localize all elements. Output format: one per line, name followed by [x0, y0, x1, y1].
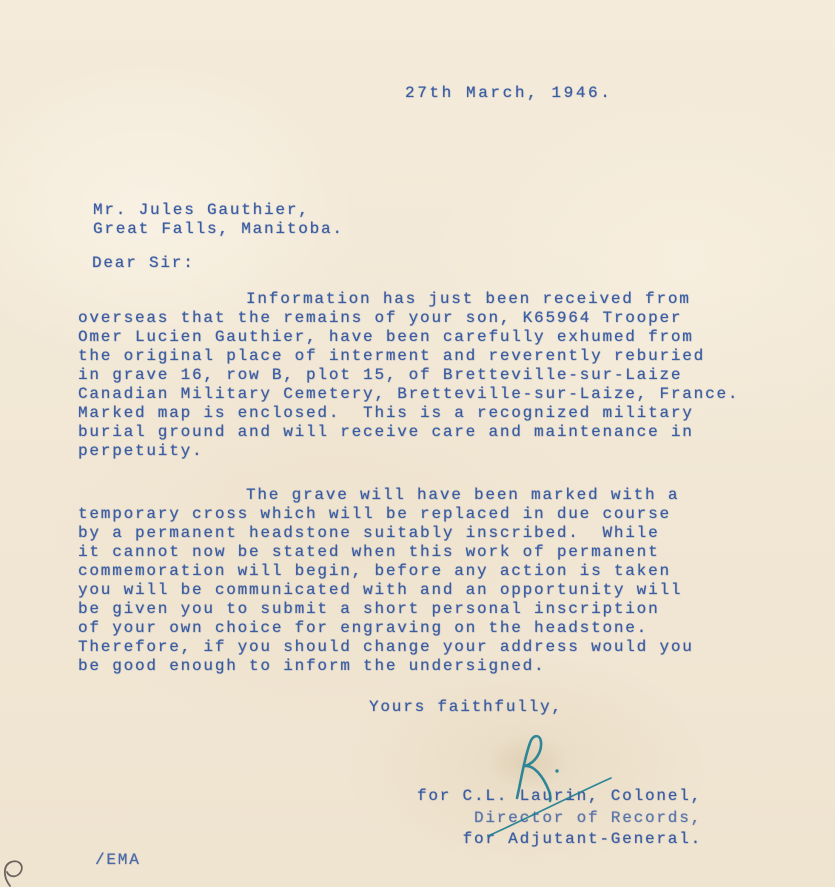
letter-line: by a permanent headstone suitably inscribed. While [78, 524, 660, 542]
letter-line: perpetuity. [78, 442, 204, 460]
paragraph-2 [78, 486, 694, 676]
closing-valediction: Yours faithfully, [369, 698, 563, 716]
letter-line: be good enough to inform the undersigned. [78, 657, 546, 675]
letter-date: 27th March, 1946. [405, 84, 613, 102]
letter-line: of your own choice for engraving on the headstone. [78, 619, 649, 637]
letter-line: Marked map is enclosed. This is a recognized military [78, 404, 694, 422]
letter-line: The grave will have been marked with a [246, 486, 680, 504]
letter-line: it cannot now be stated when this work of permanent [78, 543, 660, 561]
recipient-address [93, 201, 344, 239]
signature-line-for: for Adjutant-General. [462, 830, 702, 848]
letter-line: Therefore, if you should change your address would you [78, 638, 694, 656]
letter-line: in grave 16, row B, plot 15, of Bretteville-sur-Laize [78, 366, 683, 384]
handwritten-initial-signature [470, 725, 650, 850]
pencil-scribble [0, 855, 42, 887]
letter-line: Canadian Military Cemetery, Bretteville-sur-Laize, France. [78, 385, 740, 403]
handwritten-r-stroke [517, 736, 550, 801]
letter-line: you will be communicated with and an opportunity will [78, 581, 683, 599]
letter-line: Information has just been received from [246, 290, 691, 308]
salutation: Dear Sir: [92, 254, 195, 272]
recipient-location: Great Falls, Manitoba. [93, 220, 344, 238]
signature-stroke [488, 778, 611, 836]
recipient-name: Mr. Jules Gauthier, [93, 201, 310, 219]
letter-line: Omer Lucien Gauthier, have been carefully exhumed from [78, 328, 694, 346]
letter-line: commemoration will begin, before any action is taken [78, 562, 671, 580]
signature-dot [555, 769, 558, 772]
letter-line: be given you to submit a short personal inscription [78, 600, 660, 618]
letter-line: the original place of interment and reverently reburied [78, 347, 706, 365]
letter-line: temporary cross which will be replaced in due course [78, 505, 671, 523]
signature-line-title: Director of Records, [473, 808, 702, 827]
paragraph-1 [78, 290, 739, 461]
letter-line: overseas that the remains of your son, K65964 Trooper [78, 309, 683, 327]
signature-line-officer: for C.L. Laurin, Colonel, [416, 787, 702, 805]
letter-line: burial ground and will receive care and maintenance in [78, 423, 694, 441]
typist-initials: /EMA [95, 851, 141, 869]
